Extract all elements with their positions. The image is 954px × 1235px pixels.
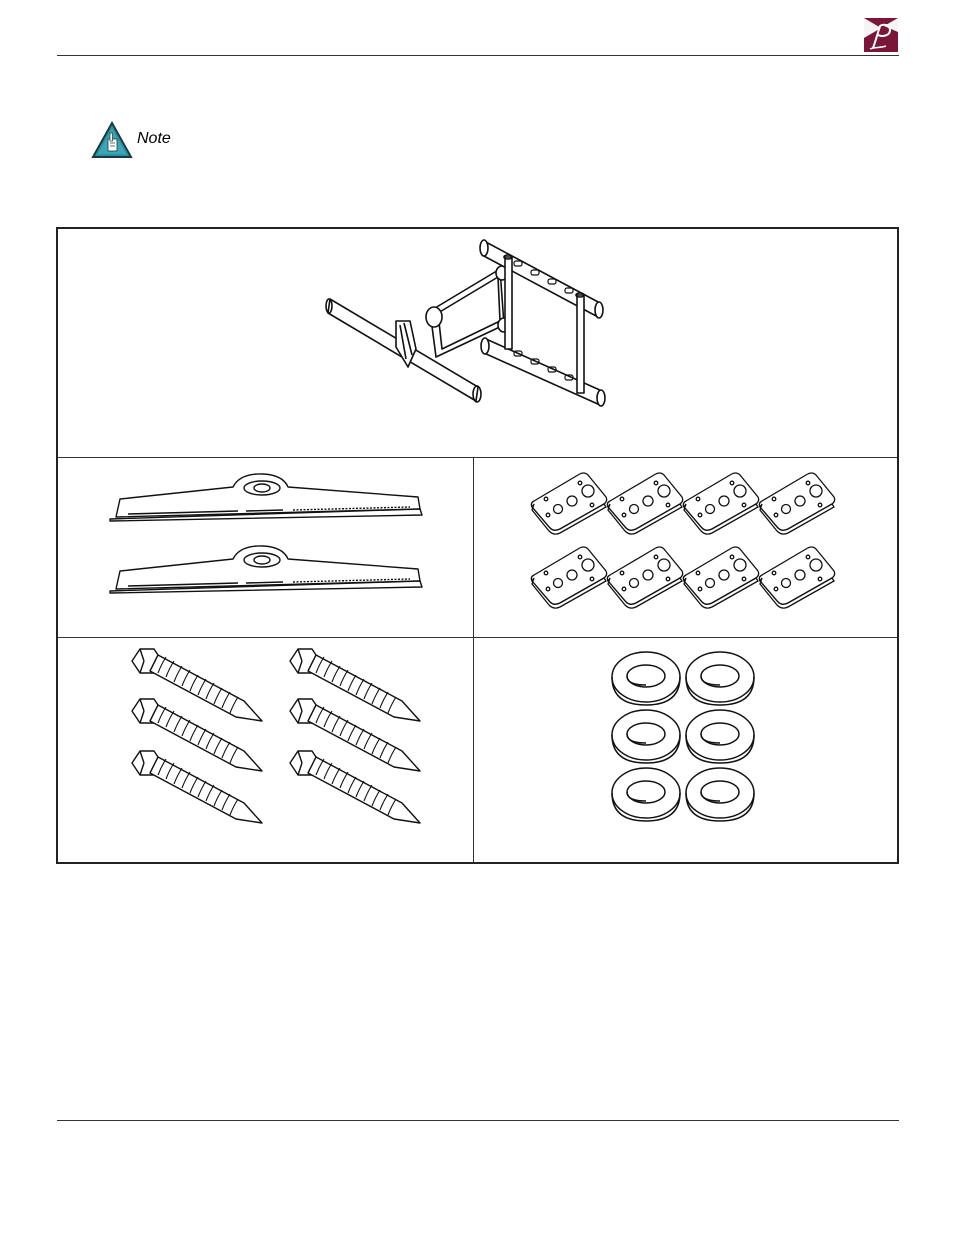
adapter-rails-illustration	[58, 459, 472, 637]
table-divider	[58, 457, 897, 458]
table-divider	[58, 637, 897, 638]
lag-bolts-illustration	[58, 639, 472, 862]
table-divider	[473, 457, 474, 862]
header-rule	[57, 55, 899, 56]
spacer-plates-illustration	[475, 459, 897, 637]
note-label: Note	[137, 130, 171, 147]
washers-illustration	[475, 639, 897, 862]
footer-rule	[57, 1120, 899, 1121]
parts-table	[56, 227, 899, 864]
company-logo-icon	[864, 18, 898, 52]
note-hand-icon	[91, 121, 133, 159]
swing-arm-mount-illustration	[58, 229, 897, 457]
